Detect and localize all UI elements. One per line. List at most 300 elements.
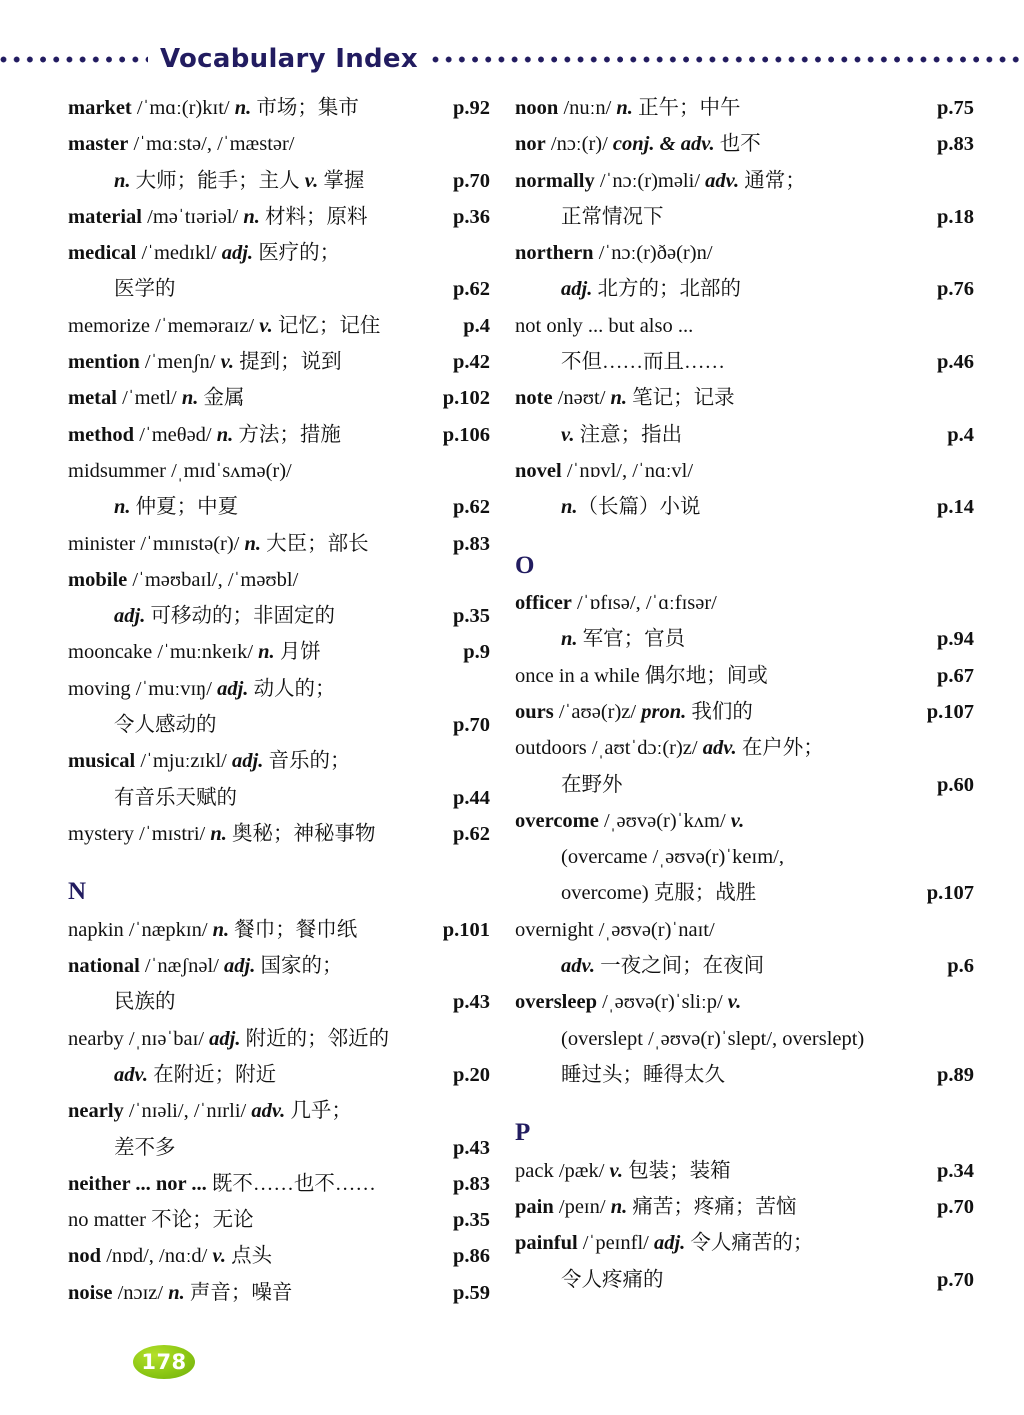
headword: nor — [515, 133, 546, 156]
headword: novel — [515, 459, 562, 482]
page-reference: p.92 — [452, 97, 490, 119]
chinese-definition: 正常情况下 — [561, 205, 664, 228]
headword: outdoors — [515, 737, 587, 760]
headword: napkin — [68, 918, 124, 941]
entry-text — [68, 816, 416, 852]
entry-text — [515, 126, 900, 162]
chinese-definition: （长篇）小说 — [577, 496, 701, 519]
vocabulary-entry — [68, 1238, 490, 1274]
page-reference: p.70 — [452, 714, 490, 737]
entry-text — [68, 1130, 416, 1166]
pronunciation: /ˌmɪdˈsʌmə(r)/ — [165, 459, 292, 482]
pronunciation: /ˈmetl/ — [116, 387, 182, 410]
vocabulary-entry — [68, 526, 490, 562]
pronunciation: /peɪn/ — [553, 1196, 611, 1219]
chinese-definition: 在野外 — [561, 773, 623, 796]
chinese-definition: 北方的；北部的 — [592, 278, 741, 301]
entry-line — [515, 767, 974, 803]
entry-line — [68, 271, 490, 307]
pronunciation: /ˈnɪəli/, /ˈnɪrli/ — [123, 1100, 252, 1123]
pronunciation: /ˌəʊvə(r)ˈsliːp/ — [596, 991, 728, 1014]
headword: pain — [515, 1196, 554, 1219]
entry-line — [515, 948, 974, 984]
headword: no matter — [68, 1209, 146, 1232]
chinese-definition: 一夜之间；在夜间 — [594, 955, 765, 978]
vocabulary-entry — [68, 1275, 490, 1311]
entry-line — [68, 453, 490, 489]
entry-line — [68, 562, 490, 598]
entry-line — [515, 839, 974, 875]
part-of-speech: v. — [609, 1159, 623, 1182]
pronunciation: /ˈaʊə(r)z/ — [553, 700, 642, 723]
entry-text — [515, 1189, 900, 1225]
chinese-definition: 睡过头；睡得太久 — [561, 1063, 725, 1086]
part-of-speech: conj. & adv. — [612, 133, 715, 156]
chinese-definition: 可移动的；非固定的 — [145, 605, 335, 628]
vocabulary-entry — [68, 816, 490, 852]
pronunciation: /ˈmɪnɪstə(r)/ — [135, 532, 245, 555]
vocabulary-entry — [68, 344, 490, 380]
vocabulary-entry — [68, 1202, 490, 1238]
pronunciation: /ˌəʊvə(r)ˈkʌm/ — [598, 809, 731, 832]
chinese-definition: 附近的；邻近的 — [240, 1027, 390, 1050]
part-of-speech: n. — [216, 423, 234, 446]
chinese-definition: 餐巾；餐巾纸 — [229, 918, 358, 941]
headword: painful — [515, 1232, 578, 1255]
part-of-speech: v. — [304, 169, 319, 192]
entry-line — [68, 743, 490, 779]
part-of-speech: n. — [616, 97, 633, 119]
part-of-speech: adv. — [705, 169, 740, 192]
entry-text — [515, 730, 900, 766]
vocabulary-entry — [68, 126, 490, 199]
page-reference: p.106 — [442, 423, 490, 446]
entry-text — [68, 912, 416, 948]
entry-line — [68, 1057, 490, 1093]
chinese-definition: 令人感动的 — [114, 714, 217, 737]
vocabulary-entry — [515, 912, 974, 985]
headword: midsummer — [68, 459, 166, 482]
chinese-definition: 几乎； — [285, 1100, 352, 1123]
entry-text — [515, 621, 900, 657]
section-letter-n: N — [68, 878, 87, 906]
vocabulary-entry — [68, 562, 490, 635]
part-of-speech: v. — [730, 809, 745, 832]
dotted-rule-left-icon — [0, 56, 148, 63]
entry-text — [515, 1225, 900, 1261]
entry-text — [68, 1093, 416, 1129]
pronunciation: /ˌəʊvə(r)ˈnaɪt/ — [593, 918, 715, 941]
page-reference: p.43 — [452, 991, 490, 1014]
vocabulary-entry — [515, 308, 974, 381]
entry-line — [515, 984, 974, 1020]
chinese-definition: 既不……也不…… — [206, 1172, 376, 1195]
headword: mobile — [68, 568, 128, 591]
entry-text — [68, 598, 416, 634]
headword: metal — [68, 387, 117, 410]
vocabulary-entry — [68, 90, 490, 126]
pronunciation: /nɔɪz/ — [112, 1281, 169, 1304]
entry-text — [68, 1202, 416, 1238]
chinese-definition: 仲夏；中夏 — [130, 496, 239, 519]
entry-line — [68, 707, 490, 743]
entry-text — [515, 344, 900, 380]
chinese-definition: 有音乐天赋的 — [114, 786, 237, 809]
chinese-definition: 金属 — [198, 387, 245, 410]
chinese-definition: 令人疼痛的 — [561, 1268, 664, 1291]
part-of-speech: v. — [727, 991, 742, 1014]
headword: overcome — [515, 809, 599, 832]
entry-text — [515, 308, 900, 344]
entry-text — [515, 163, 900, 199]
pronunciation: /ˈmɪstri/ — [134, 822, 211, 845]
entry-text — [515, 1153, 900, 1189]
entry-line — [515, 489, 974, 525]
page-reference: p.75 — [936, 97, 974, 119]
chinese-definition: 在附近；附近 — [147, 1063, 277, 1086]
chinese-definition: 月饼 — [274, 641, 321, 664]
entry-text — [68, 489, 416, 525]
chinese-definition: 记忆；记住 — [272, 314, 381, 337]
entry-line — [68, 598, 490, 634]
chinese-definition: 提到；说到 — [234, 351, 342, 374]
entry-text — [515, 875, 900, 911]
chinese-definition: 笔记；记录 — [627, 387, 735, 410]
entry-line — [68, 90, 490, 126]
vocabulary-entry — [68, 948, 490, 1021]
chinese-definition: 差不多 — [114, 1136, 176, 1159]
chinese-definition: 医学的 — [114, 278, 176, 301]
vocabulary-entry — [515, 694, 974, 730]
headword: medical — [68, 242, 137, 265]
vocabulary-entry — [515, 730, 974, 803]
headword: note — [515, 387, 553, 410]
chinese-definition: 点头 — [225, 1245, 273, 1268]
headword: material — [68, 205, 142, 228]
entry-text — [68, 634, 416, 670]
entry-line — [515, 1057, 974, 1093]
part-of-speech: n. — [561, 496, 578, 519]
page-reference: p.107 — [926, 700, 974, 723]
entry-line — [68, 235, 490, 271]
chinese-definition: 掌握 — [318, 169, 365, 192]
page-reference: p.70 — [936, 1268, 974, 1291]
page-reference: p.43 — [452, 1136, 490, 1159]
entry-text — [68, 235, 416, 271]
entry-text — [515, 658, 900, 694]
vocabulary-entry — [515, 163, 974, 236]
entry-text — [68, 453, 416, 489]
page-header — [0, 36, 1024, 82]
pronunciation: /ˈmeθəd/ — [134, 423, 217, 446]
entry-line — [515, 1189, 974, 1225]
entry-text — [515, 380, 900, 416]
entry-text — [68, 526, 416, 562]
entry-text — [515, 767, 900, 803]
vocabulary-entry — [68, 912, 490, 948]
inflected-forms: overcome) — [561, 882, 654, 905]
headword: market — [68, 97, 132, 119]
vocabulary-entry — [515, 380, 974, 453]
chinese-definition: 克服；战胜 — [653, 882, 757, 905]
pronunciation: /pæk/ — [553, 1159, 610, 1182]
pronunciation: /ˈmuːnkeɪk/ — [152, 641, 259, 664]
part-of-speech: n. — [234, 97, 252, 119]
headword: northern — [515, 242, 594, 265]
headword: mention — [68, 351, 140, 374]
pronunciation: /ˈmɑː(r)kɪt/ — [131, 97, 235, 119]
vocabulary-entry — [68, 1021, 490, 1094]
entry-line — [515, 199, 974, 235]
chinese-definition: 国家的； — [255, 955, 343, 978]
entry-line — [515, 417, 974, 453]
vocabulary-entry — [68, 453, 490, 526]
entry-text — [515, 199, 900, 235]
chinese-definition: 动人的； — [248, 677, 336, 700]
entry-line — [68, 816, 490, 852]
pronunciation: /ˈpeɪnfl/ — [577, 1232, 654, 1255]
entry-line — [68, 984, 490, 1020]
vocabulary-entry — [515, 235, 974, 308]
entry-line — [68, 671, 490, 707]
entry-line — [68, 1093, 490, 1129]
part-of-speech: adj. — [114, 605, 146, 628]
entry-line — [68, 344, 490, 380]
vocabulary-entry — [515, 585, 974, 658]
page-reference: p.83 — [452, 1172, 490, 1195]
entry-text — [515, 1021, 900, 1057]
headword: musical — [68, 750, 136, 773]
part-of-speech: n. — [244, 532, 262, 555]
chinese-definition: 医疗的； — [253, 242, 341, 265]
entry-line — [515, 1225, 974, 1261]
vocabulary-entry — [68, 235, 490, 308]
vocabulary-entry — [515, 126, 974, 162]
entry-line — [68, 526, 490, 562]
page-reference: p.89 — [936, 1063, 974, 1086]
headword: not only ... but also ... — [515, 314, 694, 337]
part-of-speech: n. — [610, 1196, 628, 1219]
entry-text — [68, 90, 416, 126]
chinese-definition: 偶尔地；间或 — [639, 664, 768, 687]
page-reference: p.102 — [442, 387, 490, 410]
pronunciation: /ˈmɑːstə/, /ˈmæstər/ — [128, 133, 295, 156]
part-of-speech: adv. — [114, 1063, 148, 1086]
inflected-forms: (overcame /ˌəʊvə(r)ˈkeɪm/, — [561, 846, 784, 869]
headword: normally — [515, 169, 595, 192]
vocabulary-column-right — [500, 90, 1024, 1320]
part-of-speech: n. — [210, 822, 227, 845]
entry-text — [515, 1057, 900, 1093]
part-of-speech: n. — [168, 1281, 185, 1304]
chinese-definition: 通常； — [739, 169, 806, 192]
headword: noise — [68, 1281, 113, 1304]
headword: pack — [515, 1159, 554, 1182]
part-of-speech: n. — [258, 641, 275, 664]
entry-line — [515, 344, 974, 380]
chinese-definition: 材料；原料 — [259, 205, 368, 228]
headword: nod — [68, 1245, 102, 1268]
vocabulary-entry — [68, 308, 490, 344]
page-reference: p.94 — [936, 628, 974, 651]
entry-text — [68, 948, 416, 984]
entry-text — [68, 671, 416, 707]
page-reference: p.35 — [452, 605, 490, 628]
entry-line — [515, 585, 974, 621]
page-reference: p.9 — [463, 641, 490, 664]
entry-text — [515, 912, 900, 948]
page-reference: p.6 — [947, 955, 974, 978]
pronunciation: /ˈmeməraɪz/ — [149, 314, 260, 337]
entry-text — [68, 163, 416, 199]
headword: nearby — [68, 1027, 124, 1050]
entry-line — [68, 780, 490, 816]
entry-line — [68, 126, 490, 162]
chinese-definition: 在户外； — [736, 737, 824, 760]
headword: master — [68, 133, 129, 156]
pronunciation: /nuːn/ — [558, 97, 617, 119]
headword: ours — [515, 700, 554, 723]
headword: mystery — [68, 822, 135, 845]
part-of-speech: adv. — [251, 1100, 286, 1123]
vocabulary-entry — [68, 417, 490, 453]
pronunciation: /məˈtɪəriəl/ — [142, 205, 244, 228]
entry-text — [68, 743, 416, 779]
entry-text — [68, 271, 416, 307]
page-reference: p.62 — [452, 496, 490, 519]
entry-text — [68, 308, 416, 344]
vocabulary-entry — [68, 671, 490, 744]
vocabulary-entry — [68, 634, 490, 670]
entry-text — [68, 344, 416, 380]
index-columns — [0, 90, 1024, 1320]
entry-text — [515, 839, 900, 875]
entry-text — [68, 562, 416, 598]
entry-line — [515, 875, 974, 911]
page-reference: p.101 — [442, 918, 490, 941]
chinese-definition: 声音；噪音 — [184, 1281, 293, 1304]
pronunciation: /ˈnæʃnəl/ — [139, 955, 225, 978]
page-number-badge — [133, 1345, 195, 1379]
vocabulary-entry — [68, 1166, 490, 1202]
entry-text — [515, 489, 900, 525]
page-reference: p.34 — [936, 1159, 974, 1182]
entry-text — [515, 235, 900, 271]
page-reference: p.86 — [452, 1245, 490, 1268]
entry-text — [515, 271, 900, 307]
part-of-speech: pron. — [641, 700, 687, 723]
entry-text — [68, 780, 416, 816]
pronunciation: /ˈnɔː(r)məli/ — [594, 169, 706, 192]
entry-text — [68, 417, 416, 453]
part-of-speech: n. — [114, 169, 131, 192]
entry-text — [515, 585, 900, 621]
vocabulary-column-left — [0, 90, 500, 1320]
part-of-speech: n. — [610, 387, 628, 410]
vocabulary-entry — [68, 743, 490, 816]
chinese-definition: 奥秘；神秘事物 — [226, 822, 376, 845]
entry-line — [68, 199, 490, 235]
entry-text — [68, 1021, 416, 1057]
part-of-speech: n. — [114, 496, 131, 519]
entry-text — [68, 1275, 416, 1311]
entry-line — [68, 1238, 490, 1274]
chinese-definition: 大师；能手；主人 — [130, 169, 305, 192]
entry-line — [68, 634, 490, 670]
page-reference: p.14 — [936, 496, 974, 519]
entry-line — [68, 163, 490, 199]
entry-line — [68, 1202, 490, 1238]
pronunciation: /nɔː(r)/ — [545, 133, 613, 156]
inflected-forms: (overslept /ˌəʊvə(r)ˈslept/, overslept) — [561, 1027, 865, 1050]
chinese-definition: 包装；装箱 — [623, 1159, 731, 1182]
chinese-definition: 方法；措施 — [233, 423, 341, 446]
part-of-speech: adj. — [561, 278, 593, 301]
page-number-label: 178 — [141, 1350, 187, 1374]
chinese-definition: 不但……而且…… — [561, 351, 725, 374]
entry-line — [515, 1153, 974, 1189]
headword: method — [68, 423, 135, 446]
page-reference: p.62 — [452, 822, 490, 845]
part-of-speech: v. — [561, 423, 575, 446]
entry-text — [68, 1057, 416, 1093]
section-letter-p: P — [515, 1119, 531, 1147]
entry-line — [68, 912, 490, 948]
vocabulary-entry — [515, 984, 974, 1093]
entry-line — [515, 308, 974, 344]
part-of-speech: adj. — [217, 677, 249, 700]
vocabulary-entry — [515, 1189, 974, 1225]
vocabulary-entry — [515, 453, 974, 526]
headword: noon — [515, 97, 559, 119]
entry-text — [68, 1166, 416, 1202]
pronunciation: /ˈmjuːzɪkl/ — [135, 750, 232, 773]
entry-line — [515, 90, 974, 126]
headword: minister — [68, 532, 136, 555]
part-of-speech: adj. — [653, 1232, 686, 1255]
pronunciation: /ˈmuːvɪŋ/ — [130, 677, 218, 700]
entry-text — [515, 803, 900, 839]
page-reference: p.35 — [452, 1209, 490, 1232]
pronunciation: /ˈmenʃn/ — [139, 351, 221, 374]
entry-text — [68, 199, 416, 235]
pronunciation: /nəʊt/ — [552, 387, 611, 410]
pronunciation: /ˈmedɪkl/ — [136, 242, 222, 265]
entry-text — [515, 948, 900, 984]
chinese-definition: 市场；集市 — [251, 97, 359, 119]
part-of-speech: adj. — [232, 750, 264, 773]
vocabulary-entry — [515, 1225, 974, 1298]
pronunciation: /ˌnɪəˈbaɪ/ — [123, 1027, 210, 1050]
entry-line — [515, 126, 974, 162]
headword: overnight — [515, 918, 594, 941]
page-reference: p.20 — [452, 1063, 490, 1086]
page-reference: p.18 — [936, 205, 974, 228]
page-reference: p.44 — [452, 786, 490, 809]
entry-line — [515, 1262, 974, 1298]
entry-text — [515, 90, 900, 126]
page-reference: p.70 — [936, 1196, 974, 1219]
page-title: Vocabulary Index — [160, 44, 418, 74]
part-of-speech: n. — [212, 918, 230, 941]
pronunciation: /ˈnɒvl/, /ˈnɑːvl/ — [561, 459, 694, 482]
pronunciation: /ˌaʊtˈdɔː(r)z/ — [586, 737, 703, 760]
page-reference: p.83 — [452, 532, 490, 555]
chinese-definition: 音乐的； — [263, 750, 351, 773]
entry-line — [515, 163, 974, 199]
part-of-speech: n. — [243, 205, 260, 228]
page-reference: p.4 — [947, 423, 974, 446]
